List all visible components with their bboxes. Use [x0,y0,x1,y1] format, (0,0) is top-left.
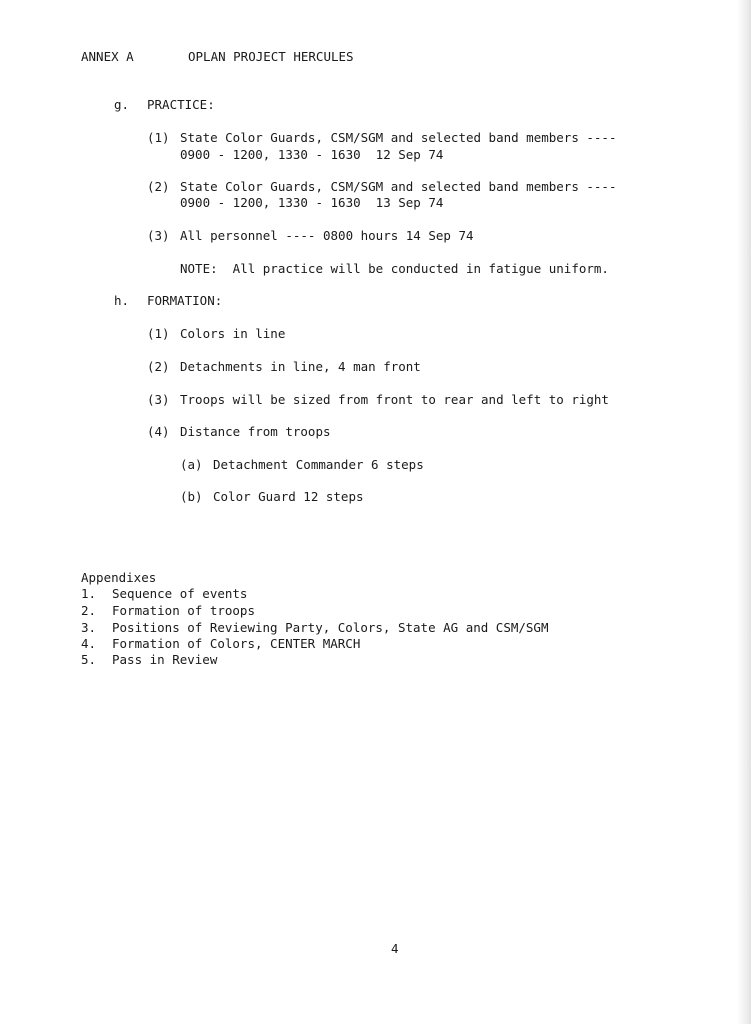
formation-item-4-num: (4) [147,424,170,439]
formation-item-1-text: Colors in line [180,326,286,341]
formation-item-2-num: (2) [147,359,170,374]
formation-subitem-b-text: Color Guard 12 steps [213,489,364,504]
practice-item-2-line1: State Color Guards, CSM/SGM and selected band members ---- [180,179,617,194]
practice-item-2-line2: 0900 - 1200, 1330 - 1630 13 Sep 74 [180,195,444,210]
appendix-3-num: 3. [81,620,97,635]
appendix-4-text: Formation of Colors, CENTER MARCH [112,636,361,651]
formation-item-2-text: Detachments in line, 4 man front [180,359,421,374]
annex-label: ANNEX A [81,49,134,64]
appendix-5-num: 5. [81,652,97,667]
practice-label: g. [114,97,130,112]
appendix-1-text: Sequence of events [112,586,248,601]
document-title: OPLAN PROJECT HERCULES [188,49,354,64]
formation-label: h. [114,293,130,308]
practice-item-1-num: (1) [147,130,170,145]
formation-item-4-text: Distance from troops [180,424,331,439]
appendix-2-text: Formation of troops [112,603,255,618]
appendix-2-num: 2. [81,603,97,618]
practice-item-3-num: (3) [147,228,170,243]
formation-subitem-a-text: Detachment Commander 6 steps [213,457,424,472]
appendix-4-num: 4. [81,636,97,651]
formation-subitem-b-num: (b) [180,489,203,504]
practice-heading: PRACTICE: [147,97,215,112]
formation-heading: FORMATION: [147,293,223,308]
practice-item-2-num: (2) [147,179,170,194]
practice-item-1-line1: State Color Guards, CSM/SGM and selected band members ---- [180,130,617,145]
formation-item-3-text: Troops will be sized from front to rear and left to right [180,392,609,407]
formation-subitem-a-num: (a) [180,457,203,472]
formation-item-3-num: (3) [147,392,170,407]
practice-note: NOTE: All practice will be conducted in fatigue uniform. [180,261,609,276]
scan-edge-shadow [737,0,751,1024]
practice-item-3-line1: All personnel ---- 0800 hours 14 Sep 74 [180,228,474,243]
formation-item-1-num: (1) [147,326,170,341]
practice-item-1-line2: 0900 - 1200, 1330 - 1630 12 Sep 74 [180,147,444,162]
appendixes-heading: Appendixes [81,570,157,585]
appendix-3-text: Positions of Reviewing Party, Colors, State AG and CSM/SGM [112,620,549,635]
page-number: 4 [391,941,399,956]
appendix-5-text: Pass in Review [112,652,218,667]
appendix-1-num: 1. [81,586,97,601]
